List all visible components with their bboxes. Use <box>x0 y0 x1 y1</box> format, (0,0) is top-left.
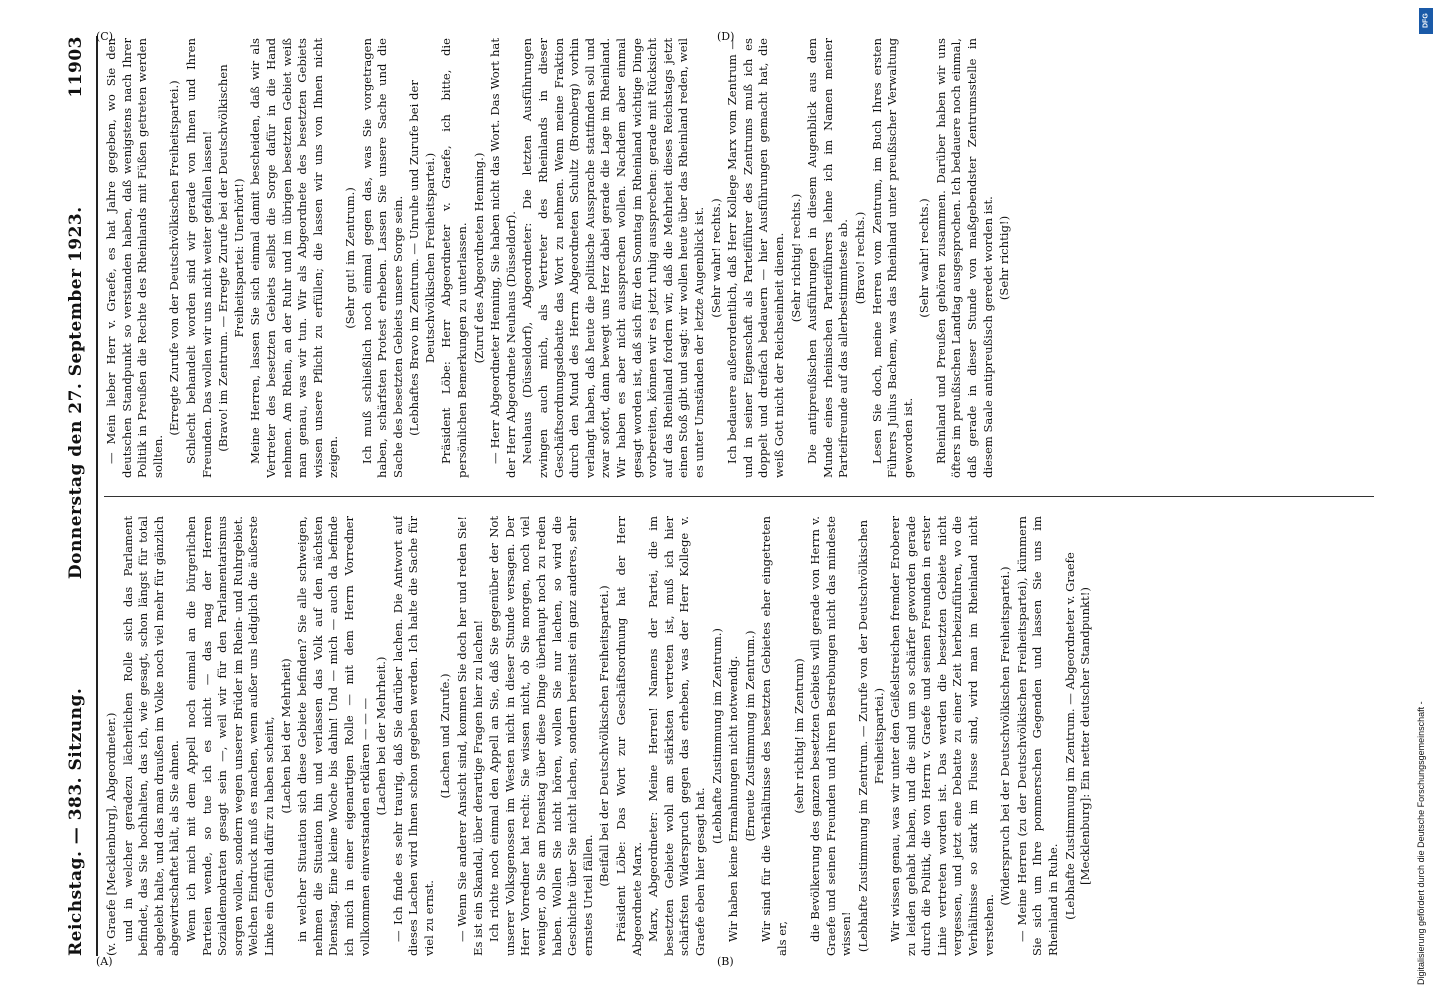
paragraph: (v. Graefe [Mecklenburg], Abgeordneter.) <box>104 712 118 956</box>
page-number: 11903 <box>66 36 86 98</box>
paragraph: Neuhaus (Düsseldorf), Abgeordneter: Die letzten Ausführungen zwingen auch mich, als Vertreter des Rheinlands in dieser Geschäftsordnungsdebatte das Wort zu nehmen. Wenn meine Fraktion durch den Mund des Herrn Abgeordneten Schultz (Bromberg) vorhin verlangt haben, daß heute die politische Aussprache stattfinden soll und zwar sofort, dann bewegt uns Herz dabei gerade die Lage im Rheinland. Wir haben es aber nicht aussprechen wollen. Nachdem aber einmal gesagt worden ist, daß sich für den Sonntag im Rheinland wichtige Dinge vorbereiten, können wir es jetzt ruhig aussprechen: gerade mit Rücksicht auf das Rheinland fordern wir, daß die Mehrheit dieses Reichstags jetzt einen Stoß gibt und sagt: wir wollen heute über das Rheinland reden, weil es unter Umständen der letzte Augenblick ist. <box>520 38 706 478</box>
margin-marker-c: (C) <box>96 30 113 43</box>
paragraph: — Mein lieber Herr v. Graefe, es hat Jahre gegeben, wo Sie den deutschen Standpunkt so verstanden haben, daß wenigstens nach Ihrer Politik in Preußen die Rechte des Rheinlands mit Füßen getreten werden sollten. <box>104 38 165 478</box>
paragraph: (Lebhafte Zustimmung im Zentrum. — Zurufe von der Deutschvölkischen Freiheitspartei.) <box>855 519 886 953</box>
paragraph: Marx, Abgeordneter: Meine Herren! Namens der Partei, die im besetzten Gebiete wohl am stärksten vertreten ist, muß ich hier schärfsten Widerspruch gegen das erheben, was der Herr Kollege v. Graefe eben hier gesagt hat. <box>646 516 707 956</box>
paragraph: — Ich finde es sehr traurig, daß Sie darüber lachen. Die Antwort auf dieses Lachen wird Ihnen schon gegeben werden. Ich halte die Sache für viel zu ernst. <box>390 516 436 956</box>
paragraph: in welcher Situation sich diese Gebiete befinden? Sie alle schweigen, nehmen die Situation hin und verlassen das Volk auf den nächsten Dienstag. Eine kleine Woche bis dahin! Und — mich — auch da befinde ich mich in einer eigenartigen Rolle — mit dem Herrn Vorredner vollkommen einverstanden erklären — — — <box>295 516 372 956</box>
paragraph: (sehr richtig! im Zentrum) <box>791 658 806 814</box>
header-rule <box>96 36 98 956</box>
margin-marker-d: (D) <box>717 30 735 43</box>
paragraph: — Meine Herren (zu der Deutschvölkischen Freiheitspartei), kümmern Sie sich um Ihre pommerschen Gegenden und lassen Sie uns im Rheinland in Ruhe. <box>1014 516 1061 956</box>
column-divider <box>104 496 1374 497</box>
column-right <box>104 38 1384 478</box>
paragraph: (Lachen bei der Mehrheit) <box>278 658 293 814</box>
paragraph: (Lebhaftes Bravo im Zentrum. — Unruhe und Zurufe bei der Deutschvölkischen Freiheitspartei.) <box>407 80 437 436</box>
paragraph: (Sehr richtig!) <box>997 215 1012 301</box>
paragraph: — Herr Abgeordneter Henning, Sie haben nicht das Wort. Das Wort hat der Herr Abgeordnete Neuhaus (Düsseldorf). <box>488 38 518 478</box>
digitization-credit: Digitalisierung gefördert durch die Deutsche Forschungsgemeinschaft - <box>1416 701 1426 985</box>
paragraph: Lesen Sie doch, meine Herren vom Zentrum, im Buch Ihres ersten Führers Julius Bachem, was das Rheinland unter preußischer Verwaltung geworden ist. <box>869 38 915 478</box>
text-columns <box>104 36 1394 956</box>
paragraph: (Lachen und Zurufe.) <box>438 673 453 799</box>
paragraph: Ich muß schließlich noch einmal gegen das, was Sie vorgetragen haben, schärfsten Protest erheben. Lassen Sie unsere Sache und die Sache des besetzten Gebiets unsere Sorge sein. <box>359 38 405 478</box>
page-header <box>58 36 94 956</box>
paragraph: (Beifall bei der Deutschvölkischen Freiheitspartei.) <box>597 585 612 887</box>
paragraph: (Zuruf des Abgeordneten Henning.) <box>471 152 486 364</box>
paragraph: Meine Herren, lassen Sie sich einmal damit bescheiden, daß wir als Vertreter des besetzten Gebiets selbst die Sorge dafür in die Hand nehmen. Am Rhein, an der Ruhr und im übrigen besetzten Gebiet weiß man genau, was wir tun. Wir als Abgeordnete des besetzten Gebiets wissen unsere Pflicht zu erfüllen; die lassen wir uns von Ihnen nicht zeigen. <box>248 38 341 478</box>
paragraph: (Erregte Zurufe von der Deutschvölkischen Freiheitspartei.) <box>167 80 182 436</box>
paragraph: (Sehr wahr! rechts.) <box>917 198 932 318</box>
paragraph: Wir sind für die Verhältnisse des besetzten Gebietes eher eingetreten als er, <box>759 516 789 956</box>
paragraph: (Bravo! im Zentrum. — Erregte Zurufe bei der Deutschvölkischen Freiheitspartei: Unerhört!) <box>216 64 246 452</box>
paragraph: Wir wissen genau, was wir unter den Geißelstreichen fremder Eroberer zu leiden gehabt haben, und die sind um so schärfer geworden gerade durch die Politik, die von Herrn v. Graefe und seinen Freunden in erster Linie vertreten worden ist. Das werden die besetzten Gebiete nicht vergessen, und jetzt eine Debatte zu einer Zeit herbeizuführen, wo die Verhältnisse so stark im Flusse sind, wird man im Rheinland nicht verstehen. <box>888 516 996 956</box>
paragraph: (Lebhafte Zustimmung im Zentrum.) <box>709 628 724 844</box>
paragraph: und in welcher geradezu lächerlichen Rolle sich das Parlament befindet, das Sie hochhalten, das ich, wie gesagt, schon längst für total abgelebt halte, und das man draußen im Volke noch viel mehr für gänzlich abgewirtschaftet hält, als Sie ahnen. <box>120 516 182 956</box>
paragraph: Ich bedauere außerordentlich, daß Herr Kollege Marx vom Zentrum — und in seiner Eigenschaft als Parteiführer des Zentrums muß ich es doppelt und dreifach bedauern — hier Ausführungen gemacht hat, die weiß Gott nicht der Reichseinheit dienen. <box>725 38 786 478</box>
paragraph: Ich richte noch einmal den Appell an Sie, daß Sie gegenüber der Not unserer Volksgenossen im Westen nicht in dieser Stunde versagen. Der Herr Vorredner hat recht: Sie wissen nicht, ob Sie morgen, noch viel weniger, ob Sie am Dienstag über diese Dinge überhaupt noch zu reden haben. Wollen Sie nicht hören, wollen Sie nur lachen, so wird die Geschichte über Sie nicht lachen, sondern bereinst ein ganz anderes, sehr ernstes Urteil fällen. <box>487 516 595 956</box>
paragraph: Rheinland und Preußen gehören zusammen. Darüber haben wir uns öfters im preußischen Landtag ausgesprochen. Ich bedauere noch einmal, daß gerade in dieser Stunde von maßgebendster Zentrumsstelle in diesem Saale antipreußisch geredet worden ist. <box>933 38 995 478</box>
header-date: Donnerstag den 27. September 1923. <box>66 206 86 580</box>
paragraph: Präsident Löbe: Herr Abgeordneter v. Graefe, ich bitte, die persönlichen Bemerkungen zu unterlassen. <box>439 38 470 478</box>
paragraph: Präsident Löbe: Das Wort zur Geschäftsordnung hat der Herr Abgeordnete Marx. <box>614 516 644 956</box>
paragraph: die Bevölkerung des ganzen besetzten Gebiets will gerade von Herrn v. Graefe und seinen Freunden und ihren Bestrebungen nicht das mindeste wissen! <box>808 516 854 956</box>
margin-marker-b: (B) <box>717 955 734 968</box>
paragraph: (Lachen bei der Mehrheit.) <box>374 656 389 816</box>
page-content <box>58 36 1398 956</box>
paragraph: Wenn ich mich mit dem Appell noch einmal an die bürgerlichen Parteien wende, so tue ich es nicht — das mag der Herren Sozialdemokraten gesagt sein —, weil wir für den Parlamentarismus sorgen wollen, sondern wegen unserer Brüder im Rhein- und Ruhrgebiet. Welchen Eindruck muß es machen, wenn außer uns lediglich die äußerste Linke ein Gefühl dafür zu haben scheint, <box>183 516 276 956</box>
paragraph: Wir haben keine Ermahnungen nicht notwendig. <box>726 655 741 942</box>
column-left <box>104 516 1384 956</box>
paragraph: (Sehr wahr! rechts.) <box>708 198 723 318</box>
paragraph: (Lebhafte Zustimmung im Zentrum. — Abgeordneter v. Graefe [Mecklenburg]: Ein netter deutscher Standpunkt!) <box>1062 552 1093 920</box>
paragraph: Die antipreußischen Ausführungen in diesem Augenblick aus dem Munde eines rheinischen Parteiführers lehne ich im Namen meiner Parteifreunde auf das allerbestimmteste ab. <box>805 38 851 478</box>
paragraph: Schlecht behandelt worden sind wir gerade von Ihnen und Ihren Freunden. Das wollen wir uns nicht weiter gefallen lassen! <box>183 38 214 478</box>
paragraph: (Sehr gut! im Zentrum.) <box>342 187 357 329</box>
paragraph: (Erneute Zustimmung im Zentrum.) <box>742 630 757 842</box>
header-left: Reichstag. — 383. Sitzung. <box>66 687 86 956</box>
paragraph: (Widerspruch bei der Deutschvölkischen Freiheitspartei.) <box>998 566 1013 906</box>
paragraph: — Wenn Sie anderer Ansicht sind, kommen Sie doch her und reden Sie! Es ist ein Skandal, über derartige Fragen hier zu lachen! <box>455 516 485 956</box>
paragraph: (Sehr richtig! rechts.) <box>788 193 803 323</box>
margin-marker-a: (A) <box>96 955 113 968</box>
paragraph: (Bravo! rechts.) <box>852 211 867 305</box>
dfg-logo: DFG <box>1419 8 1433 34</box>
